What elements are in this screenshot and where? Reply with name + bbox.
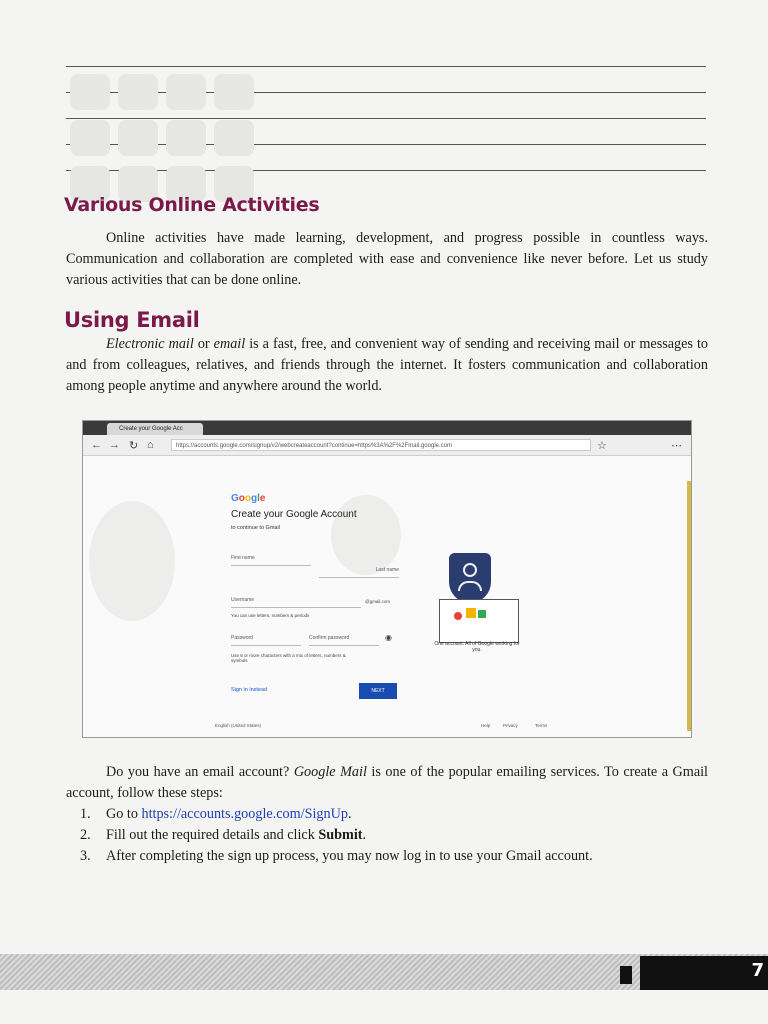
app-tile-icon xyxy=(214,74,254,110)
section-heading-online-activities: Various Online Activities xyxy=(64,194,320,216)
ruled-line xyxy=(66,92,706,93)
paragraph-online-activities xyxy=(66,228,708,291)
term-email: email xyxy=(213,336,246,352)
menu-icon[interactable]: ⋯ xyxy=(671,440,682,452)
ruled-line xyxy=(66,66,706,67)
devices-illustration xyxy=(439,599,519,643)
app-tile-icon xyxy=(118,120,158,156)
language-selector[interactable]: English (United States) xyxy=(215,723,262,728)
paragraph-text: Online activities have made learning, development, and progress possible in countless ways. Communication and collaboration are completed with ease and convenience like never before. Let us study various activities that can be done online. xyxy=(66,230,708,288)
password-hint: Use 8 or more characters with a mix of letters, numbers & symbols xyxy=(231,653,346,663)
step-number: 3. xyxy=(80,848,91,864)
privacy-link[interactable]: Privacy xyxy=(503,723,518,728)
list-item xyxy=(80,825,700,846)
text-fragment: or xyxy=(193,336,214,352)
ruled-line xyxy=(66,170,706,171)
step-text: After completing the sign up process, you may now log in to use your Gmail account. xyxy=(106,848,593,864)
forward-arrow-icon[interactable]: → xyxy=(109,439,120,451)
home-icon[interactable]: ⌂ xyxy=(147,439,154,451)
password-field[interactable]: Password xyxy=(231,635,301,646)
terms-link[interactable]: Terms xyxy=(535,723,548,728)
sign-in-instead-link[interactable]: Sign in instead xyxy=(231,687,268,693)
gmail-domain-suffix: @gmail.com xyxy=(365,599,391,604)
next-button[interactable]: NEXT xyxy=(359,683,397,699)
step-text: . xyxy=(347,806,352,822)
star-icon[interactable]: ☆ xyxy=(597,440,607,452)
footer-block xyxy=(620,966,632,984)
paragraph-text: is a fast, free, and convenient way of sending and receiving mail or messages to and from colleagues, relatives, and friends through the internet. It fosters communication and collaboration among people anytime and anywhere around the world. xyxy=(66,336,708,394)
app-tile-icon xyxy=(118,74,158,110)
term-electronic-mail: Electronic mail xyxy=(106,336,194,352)
app-tile-icon xyxy=(214,120,254,156)
step-number: 1. xyxy=(80,806,91,822)
confirm-password-field[interactable]: Confirm password xyxy=(309,635,379,646)
question-mark-illustration xyxy=(89,501,175,621)
page-edge-bar xyxy=(687,481,691,731)
list-item xyxy=(80,804,700,825)
google-logo: Google xyxy=(231,493,266,504)
reload-icon[interactable]: ↻ xyxy=(129,440,139,452)
step-number: 2. xyxy=(80,827,91,843)
one-account-caption: One account. All of Google working for you. xyxy=(434,641,520,653)
step-text: . xyxy=(362,827,367,843)
signup-subtitle: to continue to Gmail xyxy=(231,525,280,531)
section-heading-using-email: Using Email xyxy=(64,308,200,332)
person-illustration xyxy=(331,495,401,575)
username-hint: You can use letters, numbers & periods xyxy=(231,613,310,618)
page-number-box xyxy=(640,956,768,990)
gmail-signup-screenshot xyxy=(82,420,692,738)
paragraph-email xyxy=(66,334,708,397)
paragraph-text: is one of the popular emailing services. To create a Gmail account, follow these steps: xyxy=(66,764,708,801)
list-item xyxy=(80,846,700,867)
browser-nav-bar xyxy=(83,435,691,456)
browser-tab[interactable]: Create your Google Acc xyxy=(107,423,203,435)
username-field[interactable]: Username xyxy=(231,597,361,608)
back-arrow-icon[interactable]: ← xyxy=(91,439,102,451)
gmail-signup-link[interactable]: https://accounts.google.com/SignUp xyxy=(141,806,348,822)
address-bar[interactable]: https://accounts.google.com/signup/v2/webcreateaccount?continue=https%3A%2F%2Fmail.google.com xyxy=(171,439,591,451)
page-number: 7 xyxy=(751,960,764,981)
submit-term: Submit xyxy=(318,827,363,843)
first-name-field[interactable]: First name xyxy=(231,555,311,566)
ruled-line xyxy=(66,118,706,119)
paragraph-text: Do you have an email account? xyxy=(106,764,294,780)
account-shield-icon xyxy=(449,553,491,603)
last-name-field[interactable]: Last name xyxy=(319,567,399,578)
step-text: Go to xyxy=(106,806,142,822)
app-tile-icon xyxy=(166,120,206,156)
paragraph-gmail-intro xyxy=(66,762,708,804)
step-text: Fill out the required details and click xyxy=(106,827,319,843)
app-tile-icon xyxy=(70,74,110,110)
app-tile-icon xyxy=(70,120,110,156)
ruled-line xyxy=(66,144,706,145)
browser-tab-bar xyxy=(83,421,691,435)
help-link[interactable]: Help xyxy=(481,723,491,728)
signup-steps-list xyxy=(80,804,700,867)
show-password-eye-icon[interactable]: ◉ xyxy=(385,633,392,642)
app-tile-icon xyxy=(166,74,206,110)
signup-title: Create your Google Account xyxy=(231,509,357,520)
term-google-mail: Google Mail xyxy=(293,764,367,780)
